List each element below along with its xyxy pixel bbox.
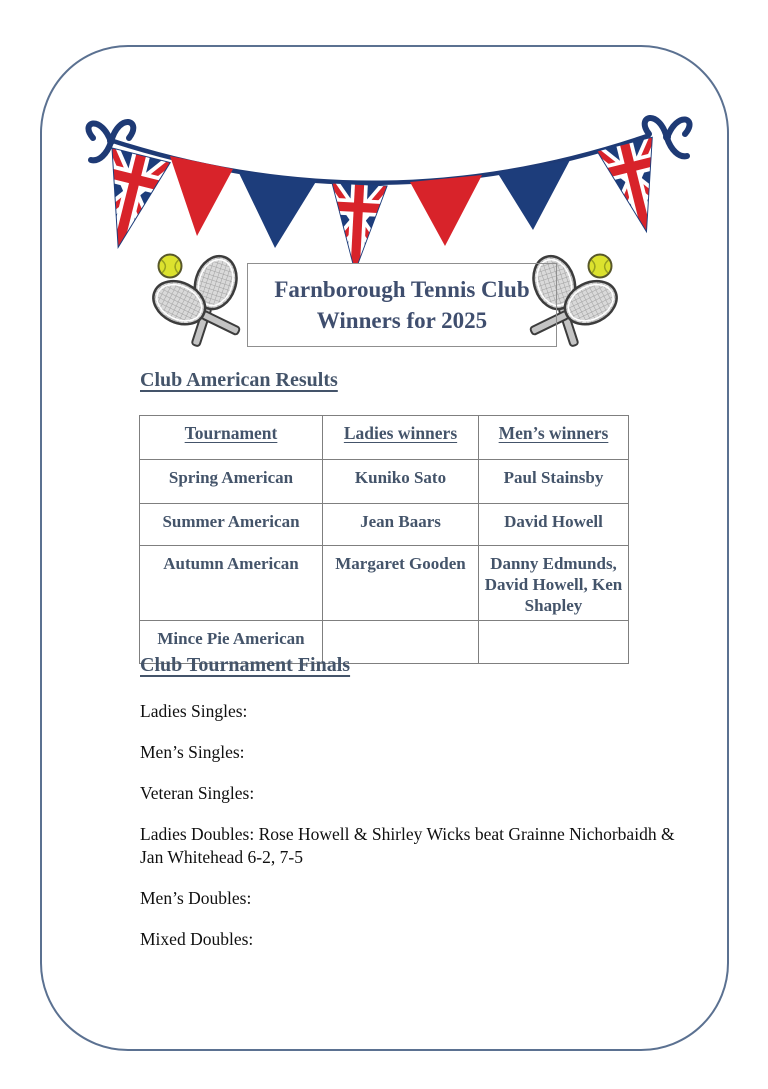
finals-line-ladies-doubles: Ladies Doubles: Rose Howell & Shirley Wicks beat Grainne Nichorbaidh & Jan Whitehead 6-2, 7-5 <box>140 824 675 867</box>
finals-line-mens-doubles: Men’s Doubles: <box>140 888 252 908</box>
table-row <box>140 546 629 621</box>
cell-mens-winner <box>479 621 629 664</box>
cell-tournament: Summer American <box>140 504 323 546</box>
column-header-tournament: Tournament <box>140 416 323 460</box>
cell-tournament: Autumn American <box>140 546 323 621</box>
union-jack-flag-icon <box>86 146 172 259</box>
american-results-table <box>139 415 629 664</box>
title-box <box>247 263 557 347</box>
section-heading-finals: Club Tournament Finals <box>140 654 351 676</box>
red-pennant-icon <box>410 175 482 246</box>
cell-tournament: Spring American <box>140 460 323 504</box>
cell-ladies-winner: Kuniko Sato <box>323 460 479 504</box>
cell-ladies-winner: Margaret Gooden <box>323 546 479 621</box>
page-title-line2: Winners for 2025 <box>316 308 488 333</box>
cell-mens-winner: Danny Edmunds, David Howell, Ken Shapley <box>479 546 629 621</box>
cell-mens-winner: Paul Stainsby <box>479 460 629 504</box>
finals-line-mixed-doubles: Mixed Doubles: <box>140 929 254 949</box>
table-header-row <box>140 416 629 460</box>
cell-ladies-winner: Jean Baars <box>323 504 479 546</box>
column-header-mens: Men’s winners <box>479 416 629 460</box>
red-pennant-icon <box>170 156 233 236</box>
union-jack-flag-icon <box>595 135 677 242</box>
finals-results-list <box>140 700 696 969</box>
finals-line-ladies-singles: Ladies Singles: <box>140 701 248 721</box>
table-row <box>140 504 629 546</box>
table-row <box>140 460 629 504</box>
section-heading-american: Club American Results <box>140 369 338 391</box>
bunting-icon <box>85 108 695 263</box>
page-title-line1: Farnborough Tennis Club <box>274 277 530 302</box>
navy-pennant-icon <box>497 160 570 230</box>
navy-pennant-icon <box>238 171 317 248</box>
finals-line-mens-singles: Men’s Singles: <box>140 742 245 762</box>
column-header-ladies: Ladies winners <box>323 416 479 460</box>
cell-tournament: Mince Pie American <box>140 621 323 664</box>
finals-line-veteran-singles: Veteran Singles: <box>140 783 255 803</box>
cell-mens-winner: David Howell <box>479 504 629 546</box>
tennis-rackets-icon <box>146 251 247 352</box>
